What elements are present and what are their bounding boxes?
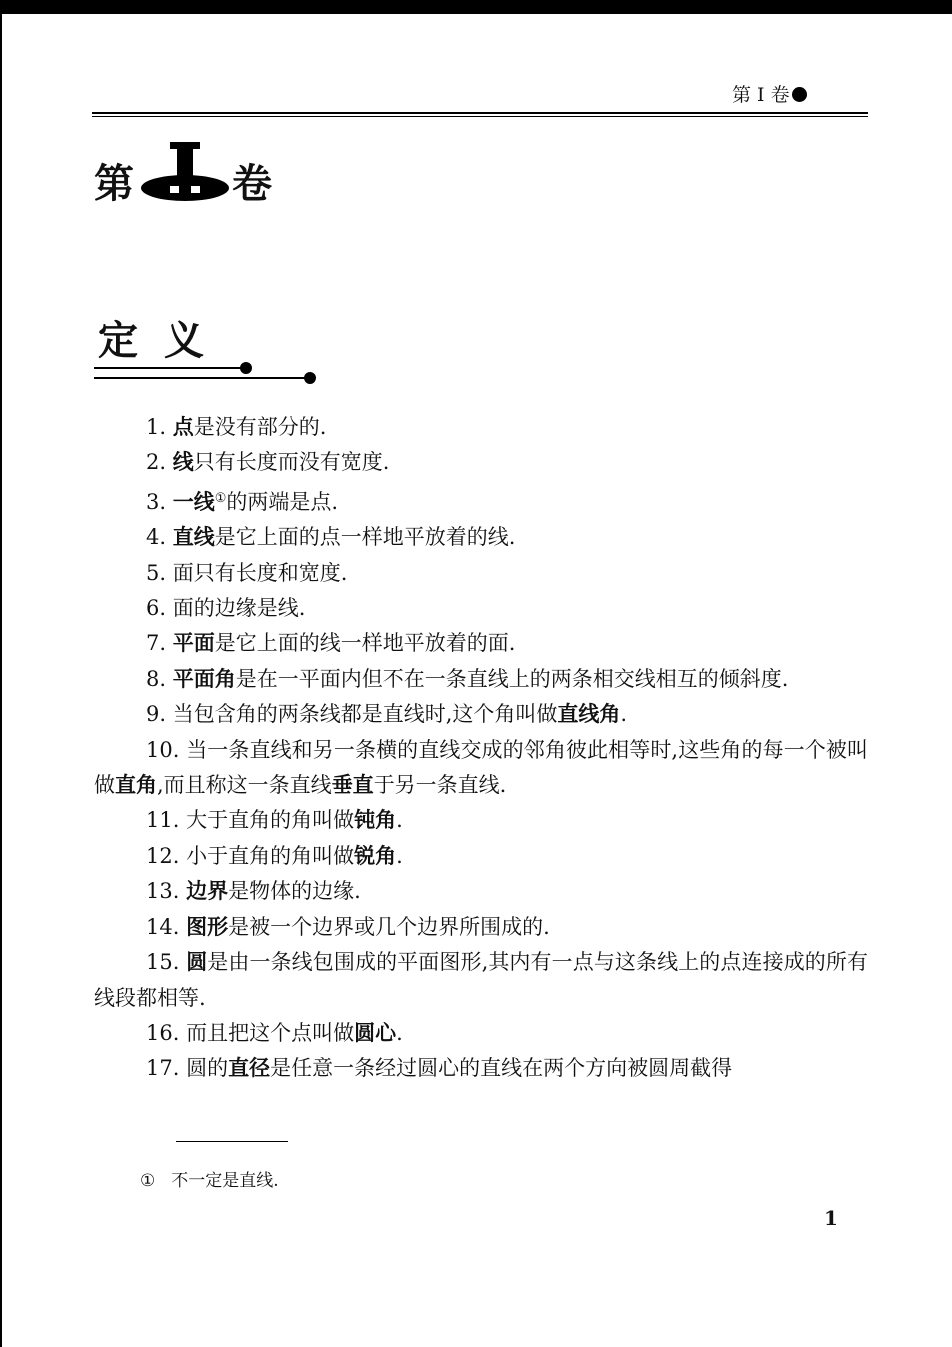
- definition-item: [94, 626, 868, 661]
- defined-term: 直径: [228, 1056, 271, 1081]
- defined-term: 线: [172, 450, 194, 475]
- defined-term: 边界: [186, 879, 229, 904]
- definition-item: [94, 945, 868, 1016]
- defined-term: 直线角: [557, 702, 621, 727]
- definition-text: ,而且称这一条直线: [157, 773, 332, 798]
- definition-number: 3.: [146, 489, 167, 514]
- definition-text: 是在一平面内但不在一条直线上的两条相交线相互的倾斜度.: [235, 666, 789, 691]
- defined-term: 平面角: [172, 666, 236, 691]
- definition-item: [94, 910, 868, 945]
- definition-number: 6.: [146, 596, 167, 621]
- definition-item: [94, 803, 868, 838]
- definition-number: 11.: [146, 808, 180, 833]
- definition-text: .: [620, 702, 628, 727]
- volume-title-right: 卷: [232, 161, 272, 207]
- definition-text: .: [396, 1020, 403, 1045]
- definition-number: 9.: [146, 702, 167, 727]
- definition-number: 8.: [146, 666, 167, 691]
- definition-number: 7.: [146, 631, 167, 656]
- defined-term: 直角: [115, 773, 157, 798]
- definition-text: .: [396, 843, 403, 868]
- definition-text: 小于直角的角叫做: [186, 843, 355, 868]
- footnote: [140, 1170, 279, 1192]
- section-underline-ornament-icon: [94, 360, 324, 390]
- definition-text: 面只有长度和宽度.: [172, 560, 348, 585]
- definition-text: 是它上面的线一样地平放着的面.: [214, 631, 516, 656]
- definition-text: 只有长度而没有宽度.: [193, 450, 390, 475]
- definition-text: 于另一条直线.: [373, 773, 507, 798]
- definition-item: [94, 1016, 868, 1051]
- definition-text: 是物体的边缘.: [228, 879, 361, 904]
- definition-text: 是被一个边界或几个边界所围成的.: [228, 914, 550, 939]
- defined-term: 垂直: [331, 773, 374, 798]
- definition-item: [94, 874, 868, 909]
- definition-text: 的两端是点.: [226, 489, 339, 514]
- definition-item: [94, 591, 868, 626]
- definition-number: 16.: [146, 1020, 180, 1045]
- defined-term: 点: [172, 415, 194, 439]
- definition-item: [94, 445, 868, 480]
- definition-text: 面的边缘是线.: [172, 596, 306, 621]
- definition-text: 是由一条线包围成的平面图形,其内有一点与这条线上的点连接成的所有线段都相等.: [94, 950, 868, 1010]
- definition-number: 15.: [146, 950, 180, 975]
- definition-item: [94, 697, 868, 732]
- definition-item: [94, 839, 868, 874]
- definition-number: 17.: [146, 1056, 180, 1081]
- header-rule-thin: [92, 116, 868, 117]
- volume-numeral-emblem-icon: [140, 140, 230, 210]
- left-border: [0, 14, 2, 1347]
- defined-term: 一线: [172, 489, 215, 514]
- footnote-ref: ①: [214, 490, 227, 506]
- definition-item: [94, 1051, 868, 1086]
- volume-title-left: 第: [94, 161, 134, 207]
- definition-text: 是任意一条经过圆心的直线在两个方向被圆周截得: [270, 1056, 733, 1081]
- top-border: [0, 0, 952, 14]
- defined-term: 图形: [186, 914, 229, 939]
- definition-item: [94, 481, 868, 520]
- definition-number: 14.: [146, 914, 180, 939]
- defined-term: 圆: [186, 950, 208, 975]
- volume-numeral: I: [185, 196, 186, 197]
- definition-text: 圆的: [186, 1056, 229, 1081]
- defined-term: 钝角: [354, 808, 397, 833]
- header-rule: [92, 112, 868, 114]
- definition-number: 2.: [146, 450, 167, 475]
- definition-text: 是没有部分的.: [193, 415, 327, 439]
- page-number: 1: [824, 1206, 838, 1230]
- definition-text: 大于直角的角叫做: [186, 808, 355, 833]
- definition-number: 4.: [146, 525, 167, 550]
- definition-item: [94, 556, 868, 591]
- defined-term: 圆心: [354, 1020, 397, 1045]
- definition-text: 当包含角的两条线都是直线时,这个角叫做: [172, 702, 558, 727]
- running-head-text: 第 I 卷: [732, 84, 790, 106]
- definition-item: [94, 410, 868, 445]
- section-title: 定义: [98, 318, 230, 364]
- footnote-mark: ①: [140, 1171, 156, 1191]
- definition-number: 5.: [146, 560, 167, 585]
- running-head: [732, 84, 807, 106]
- footnote-rule: [176, 1141, 288, 1142]
- definition-number: 13.: [146, 879, 180, 904]
- defined-term: 直线: [172, 525, 215, 550]
- definition-text: .: [396, 808, 403, 833]
- bullet-icon: [792, 87, 807, 102]
- definition-number: 1.: [146, 415, 167, 439]
- definition-number: 12.: [146, 843, 180, 868]
- definition-item: [94, 733, 868, 804]
- defined-term: 锐角: [354, 843, 397, 868]
- volume-title: [94, 140, 394, 220]
- definition-item: [94, 520, 868, 555]
- definition-text: 而且把这个点叫做: [186, 1020, 355, 1045]
- definitions-list: [94, 410, 868, 1087]
- definition-text: 当一条直线和另一条横的直线交成的邻角彼此相等时,这些角的每一个被叫做: [94, 737, 868, 798]
- definition-text: 是它上面的点一样地平放着的线.: [214, 525, 516, 550]
- footnote-text: 不一定是直线.: [171, 1171, 279, 1191]
- defined-term: 平面: [172, 631, 215, 656]
- definition-number: 10.: [146, 737, 180, 762]
- definition-item: [94, 662, 868, 697]
